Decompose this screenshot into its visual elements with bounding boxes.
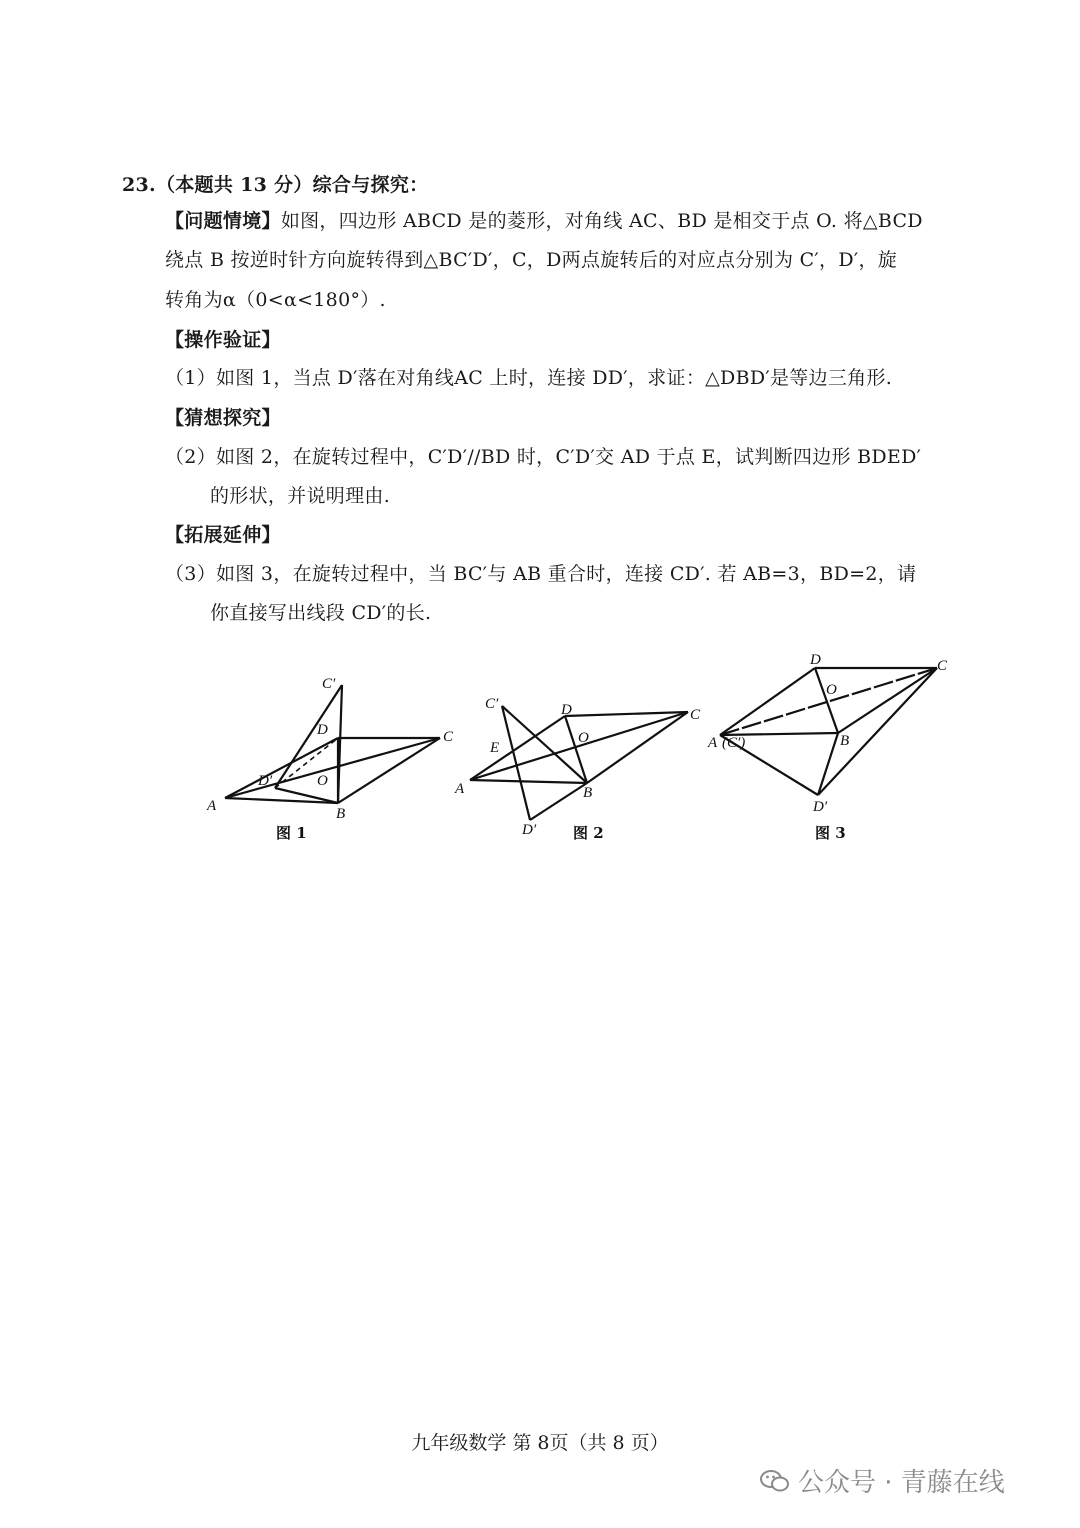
question-3-line-1: （3）如图 3，在旋转过程中，当 BC′与 AB 重合时，连接 CD′. 若 AB=3，BD=2，请	[165, 563, 917, 585]
context-line-2: 绕点 B 按逆时针方向旋转得到△BC′D′，C，D两点旋转后的对应点分别为 C′，D′，旋	[165, 249, 898, 271]
fig1-label-a: A	[207, 798, 217, 814]
question-2-line-1: （2）如图 2，在旋转过程中，C′D′//BD 时，C′D′交 AD 于点 E，试判断四边形 BDED′	[165, 446, 922, 468]
fig1-label-o: O	[317, 773, 328, 789]
fig3-label-d: D	[810, 652, 821, 668]
figure-3-labels	[707, 652, 948, 842]
context-tag: 【问题情境】	[165, 210, 281, 232]
fig2-label-b: B	[583, 785, 593, 801]
fig1-caption: 图 1	[276, 824, 307, 842]
fig2-label-e: E	[490, 740, 500, 756]
fig2-label-c: C	[690, 707, 701, 723]
fig2-label-d1: D′	[522, 822, 537, 838]
fig1-label-c1: C′	[322, 676, 336, 692]
context-line-1	[165, 206, 923, 233]
fig2-label-o: O	[578, 730, 589, 746]
fig3-label-d1: D′	[813, 799, 828, 815]
section-extend: 【拓展延伸】	[165, 524, 281, 546]
figures	[0, 640, 1080, 860]
fig3-label-a-c1: (C′)	[722, 735, 746, 751]
fig1-label-c: C	[443, 729, 454, 745]
fig3-label-c: C	[937, 658, 948, 674]
figure-2	[470, 706, 688, 820]
fig1-label-d1: D′	[258, 773, 273, 789]
question-1: （1）如图 1，当点 D′落在对角线AC 上时，连接 DD′，求证：△DBD′是等边三角形.	[165, 367, 893, 389]
question-2-line-2: 的形状，并说明理由.	[210, 485, 391, 507]
section-verify: 【操作验证】	[165, 329, 281, 351]
fig2-label-a: A	[455, 781, 465, 797]
wechat-icon	[760, 1468, 790, 1494]
fig2-label-c1: C′	[485, 696, 499, 712]
fig1-label-b: B	[336, 806, 346, 822]
watermark	[760, 1462, 1005, 1499]
page-footer: 九年级数学 第 8页（共 8 页）	[411, 1432, 669, 1454]
fig2-caption: 图 2	[573, 824, 604, 842]
watermark-text: 公众号 · 青藤在线	[798, 1468, 1005, 1498]
figure-1-labels	[206, 676, 454, 842]
section-guess: 【猜想探究】	[165, 407, 281, 429]
fig3-label-a: A	[708, 735, 718, 751]
fig3-label-b: B	[840, 733, 850, 749]
question-3-line-2: 你直接写出线段 CD′的长.	[210, 602, 432, 624]
question-header: 23.（本题共 13 分）综合与探究：	[122, 174, 429, 196]
fig2-label-d: D	[561, 702, 572, 718]
fig3-label-o: O	[826, 682, 837, 698]
fig3-caption: 图 3	[815, 824, 846, 842]
context-line-3: 转角为α（0<α<180°）.	[165, 289, 386, 311]
fig1-label-d: D	[317, 722, 328, 738]
figure-2-labels	[454, 696, 701, 842]
context-text-1: 如图，四边形 ABCD 是的菱形，对角线 AC、BD 是相交于点 O. 将△BCD	[280, 210, 923, 232]
